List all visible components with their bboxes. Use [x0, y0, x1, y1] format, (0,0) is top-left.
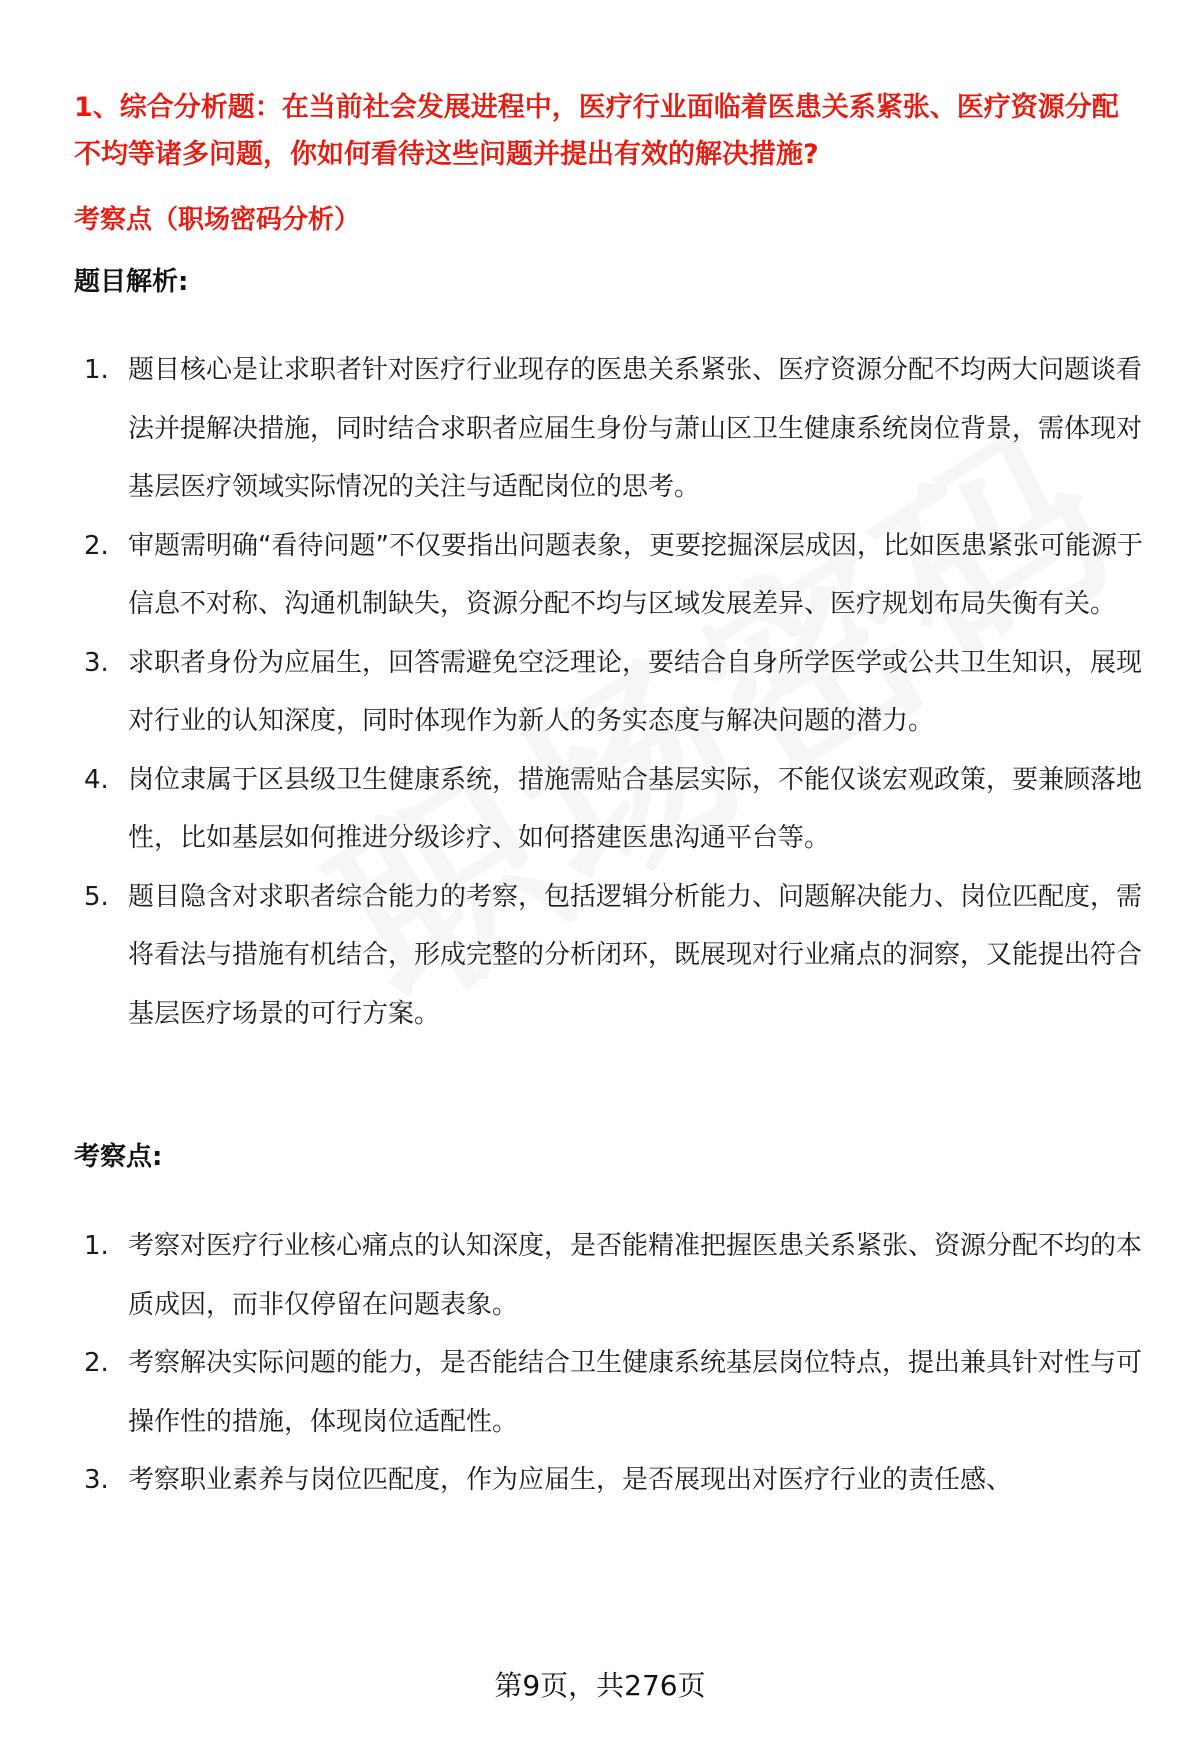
list-item-number: 2. [84, 1348, 109, 1378]
list-item [74, 868, 1144, 1044]
list-item [74, 751, 1144, 868]
list-item-text: 岗位隶属于区县级卫生健康系统，措施需贴合基层实际，不能仅谈宏观政策，要兼顾落地性，比如基层如何推进分级诊疗、如何搭建医患沟通平台等。 [128, 764, 1143, 853]
list-item-text: 考察职业素养与岗位匹配度，作为应届生，是否展现出对医疗行业的责任感、 [128, 1465, 1013, 1495]
list-item-text: 求职者身份为应届生，回答需避免空泛理论，要结合自身所学医学或公共卫生知识，展现对行业的认知深度，同时体现作为新人的务实态度与解决问题的潜力。 [128, 647, 1143, 736]
list-item [74, 341, 1144, 517]
exam-points-section-title: 考察点: [74, 1142, 163, 1172]
list-item-number: 2. [84, 530, 109, 561]
list-item-number: 5. [84, 881, 109, 912]
list-item [74, 1451, 1144, 1510]
list-item [74, 634, 1144, 751]
list-item-text: 题目隐含对求职者综合能力的考察，包括逻辑分析能力、问题解决能力、岗位匹配度，需将看法与措施有机结合，形成完整的分析闭环，既展现对行业痛点的洞察，又能提出符合基层医疗场景的可行方案。 [128, 881, 1143, 1029]
exam-point-subheading: 考察点（职场密码分析） [74, 205, 361, 235]
list-item-number: 1. [84, 1231, 109, 1261]
list-item-number: 3. [84, 1465, 109, 1495]
analysis-list [74, 341, 1144, 1043]
exam-points-list [74, 1217, 1144, 1510]
list-item [74, 1217, 1144, 1334]
page-number-footer: 第9页，共276页 [494, 1669, 706, 1702]
list-item-text: 考察对医疗行业核心痛点的认知深度，是否能精准把握医患关系紧张、资源分配不均的本质成因，而非仅停留在问题表象。 [128, 1231, 1143, 1320]
list-item-text: 考察解决实际问题的能力，是否能结合卫生健康系统基层岗位特点，提出兼具针对性与可操作性的措施，体现岗位适配性。 [128, 1348, 1143, 1437]
list-item-number: 3. [84, 647, 109, 678]
list-item-number: 4. [84, 764, 109, 795]
question-heading: 1、综合分析题：在当前社会发展进程中，医疗行业面临着医患关系紧张、医疗资源分配不均等诸多问题，你如何看待这些问题并提出有效的解决措施? [74, 92, 1119, 170]
list-item-text: 题目核心是让求职者针对医疗行业现存的医患关系紧张、医疗资源分配不均两大问题谈看法并提解决措施，同时结合求职者应届生身份与萧山区卫生健康系统岗位背景，需体现对基层医疗领域实际情况的关注与适配岗位的思考。 [128, 355, 1143, 502]
list-item [74, 517, 1144, 634]
analysis-section-title: 题目解析: [74, 267, 189, 297]
list-item-number: 1. [84, 355, 109, 385]
list-item [74, 1334, 1144, 1451]
list-item-text: 审题需明确“看待问题”不仅要指出问题表象，更要挖掘深层成因，比如医患紧张可能源于信息不对称、沟通机制缺失，资源分配不均与区域发展差异、医疗规划布局失衡有关。 [128, 530, 1143, 619]
